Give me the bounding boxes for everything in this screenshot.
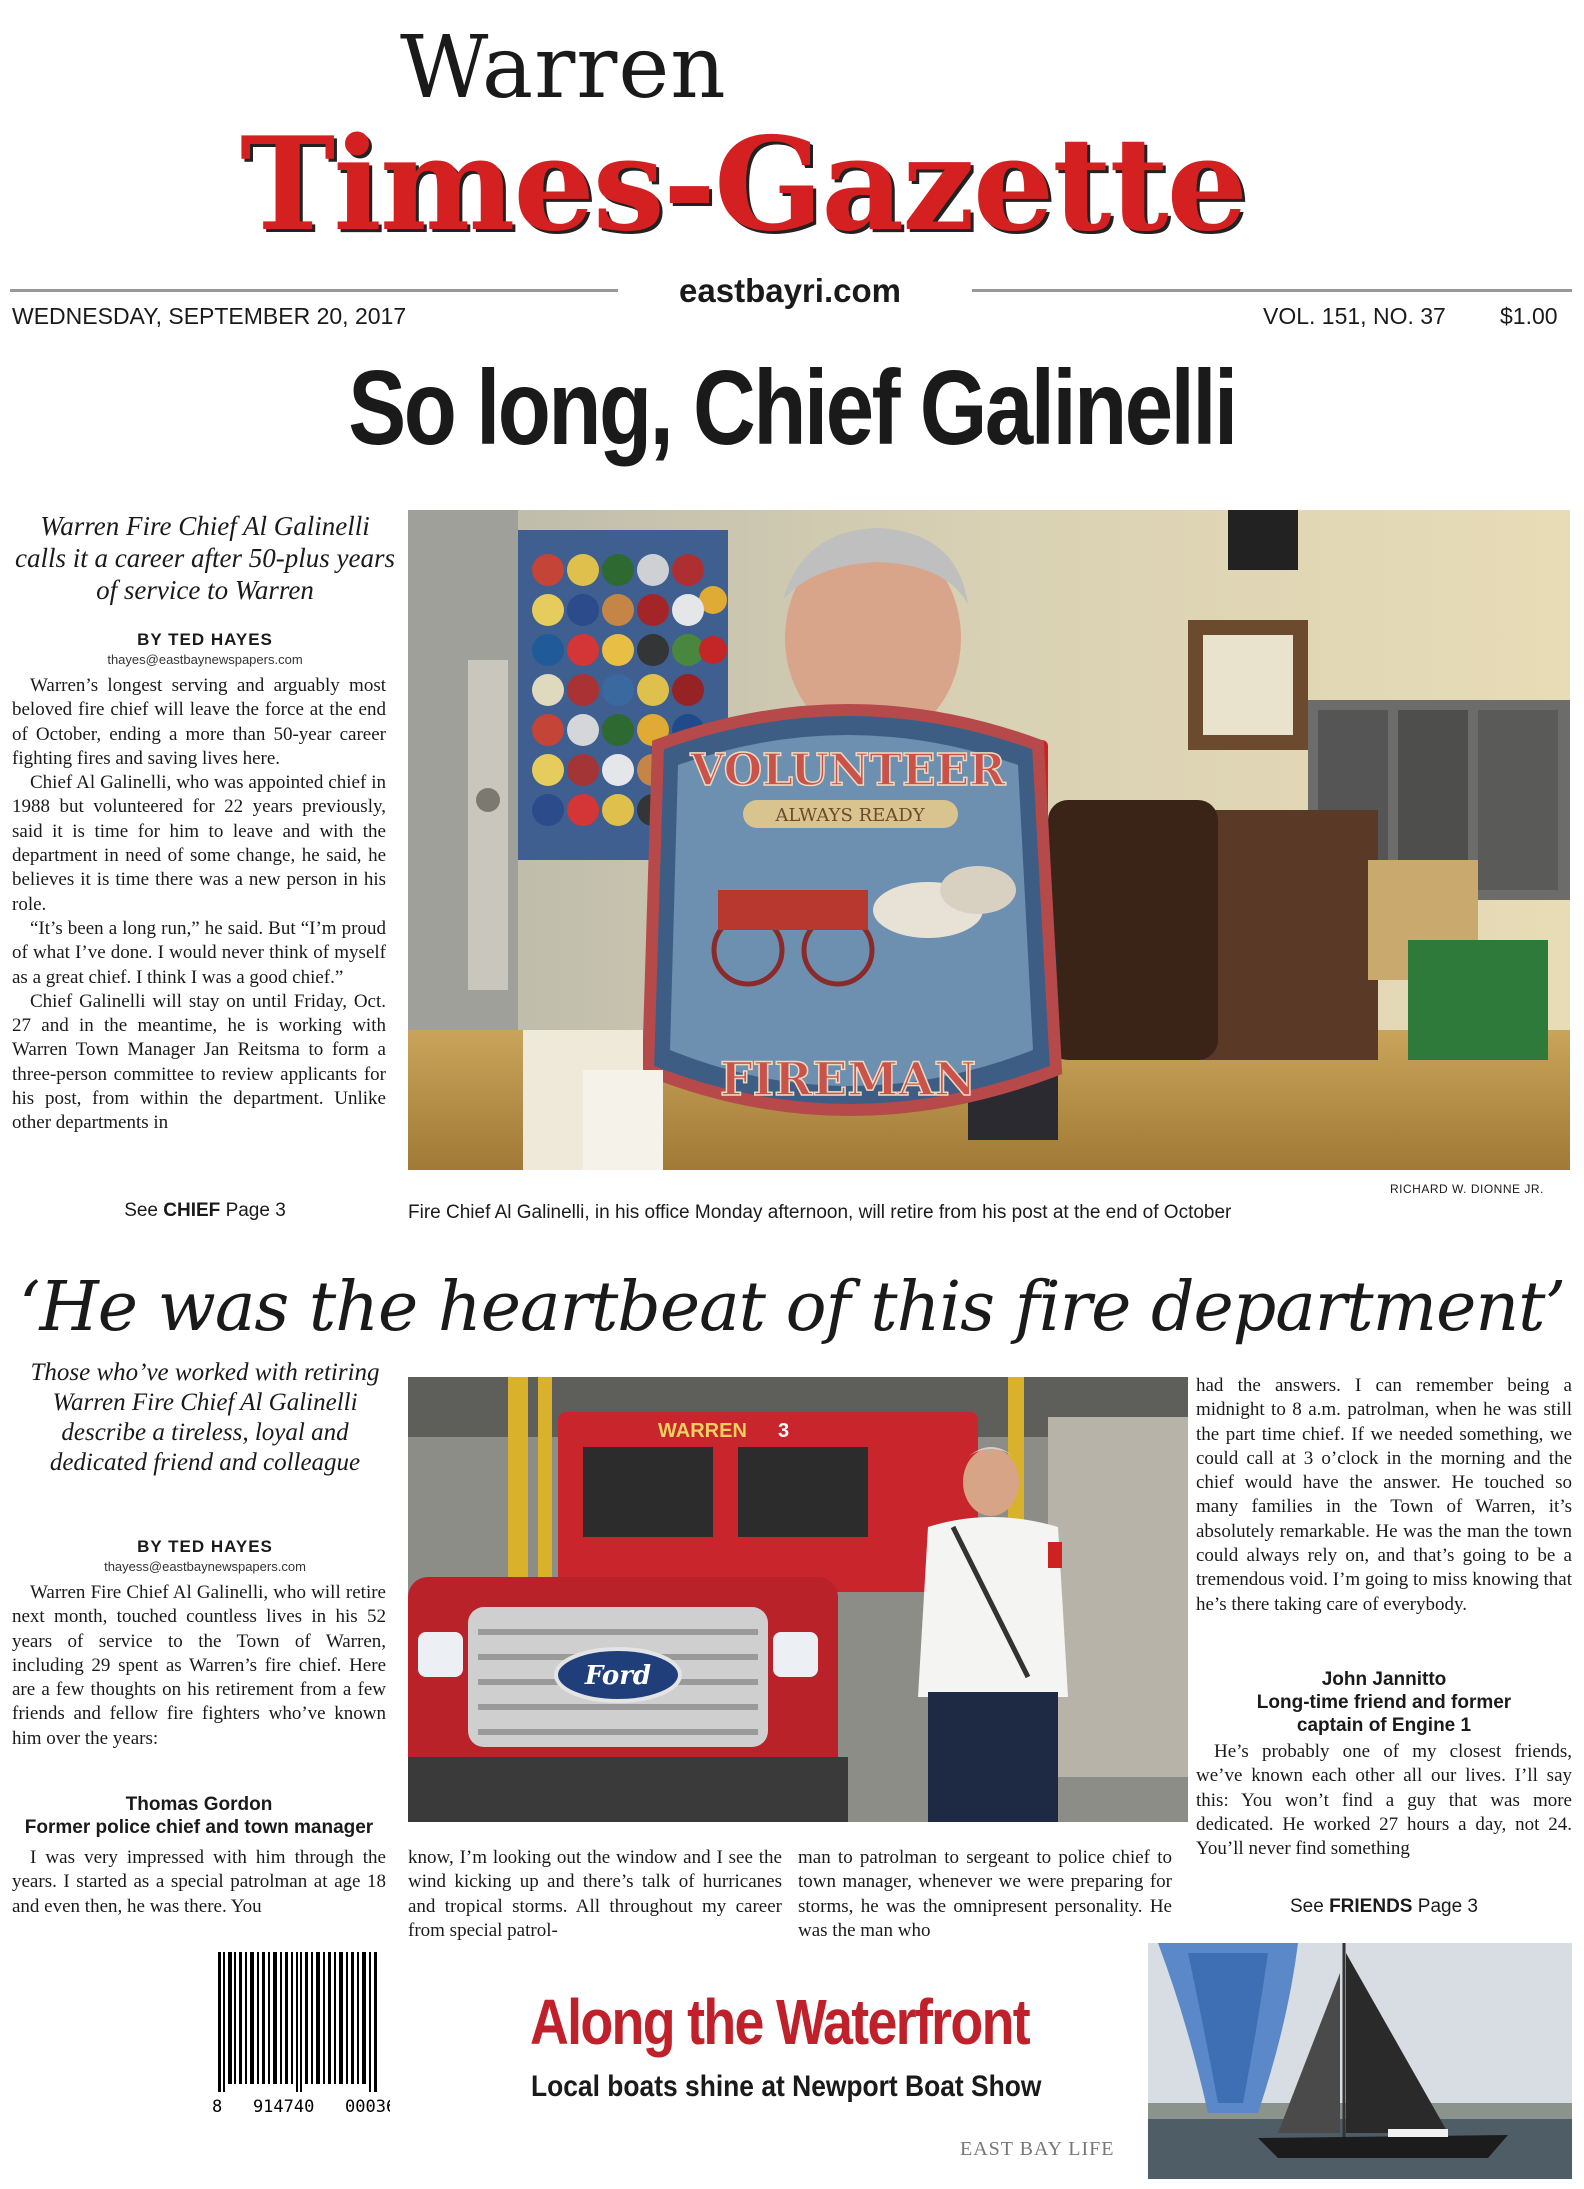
issue-volume: VOL. 151, NO. 37 bbox=[1263, 303, 1446, 329]
col4-paragraph: had the answers. I can remember being a midnight to 8 a.m. patrolman, when he was still the part time chief. If we needed something, we could call at 3 o’clock in the morning and the chief would have the answer. He touched so many families in the Town of Warren, it’s absolutely remarkable. He was the man the town could always rely on, and that’s going to be a tremendous void. I’m going to miss knowing that he’s there taking care of everybody. bbox=[1196, 1375, 1572, 1615]
story2-email: thayess@eastbaynewspapers.com bbox=[104, 1559, 306, 1574]
chief-firehouse-photo bbox=[408, 1377, 1188, 1822]
masthead-warren: Warren bbox=[400, 18, 727, 118]
story2-person2 bbox=[1196, 1668, 1572, 1737]
jump-see: See bbox=[124, 1200, 158, 1221]
story2-col2 bbox=[408, 1846, 782, 1943]
sign-mid-text: ALWAYS READY bbox=[775, 805, 925, 826]
jump-page: Page 3 bbox=[1417, 1896, 1478, 1917]
story1-body bbox=[12, 674, 386, 1136]
masthead-times-gazette: Times-Gazette bbox=[240, 110, 1246, 260]
story1-photo-credit: RICHARD W. DIONNE JR. bbox=[1390, 1182, 1544, 1196]
story1-paragraph: Warren’s longest serving and arguably most beloved fire chief will leave the force at the end of October, ending a more than 50-year career fighting fires and saving lives here. bbox=[12, 675, 386, 769]
truck-number: 3 bbox=[778, 1420, 790, 1442]
person2-name: John Jannitto bbox=[1321, 1669, 1447, 1690]
website-link[interactable]: eastbayri.com bbox=[679, 272, 901, 309]
story1-byline: BY TED HAYES bbox=[137, 630, 273, 649]
chief-office-illustration bbox=[408, 510, 1570, 1170]
col4b-paragraph: He’s probably one of my closest friends, we’ve known each other all our lives. I’ll say this: You won’t find a guy that was more dedicated. He worked 27 hours a day, not 24. You’ll never find something bbox=[1196, 1741, 1572, 1860]
story1-email: thayes@eastbaynewspapers.com bbox=[107, 652, 303, 667]
jump-see: See bbox=[1289, 1896, 1324, 1917]
story2-intro-paragraph: Warren Fire Chief Al Galinelli, who will retire next month, touched countless lives in his 52 years of service to the Town of Warren, including 29 spent as Warren’s fire chief. Here are a few thoughts on his retirement from a few friends and fellow fire fighters who’ve known him over the years: bbox=[12, 1582, 386, 1749]
story2-col3 bbox=[798, 1846, 1172, 1943]
sign-top-text: VOLUNTEER bbox=[690, 745, 1006, 796]
story1-headline: So long, Chief Galinelli bbox=[348, 349, 1236, 467]
barcode-number: 8 914740 000362 bbox=[212, 2097, 390, 2117]
sailboat-photo bbox=[1148, 1943, 1572, 2179]
story1-deck: Warren Fire Chief Al Galinelli calls it a career after 50-plus years of service to Warren bbox=[15, 511, 395, 605]
masthead-rule-right bbox=[972, 289, 1572, 292]
issue-price: $1.00 bbox=[1500, 303, 1558, 329]
firehouse-illustration bbox=[408, 1377, 1188, 1822]
person2-title-line1: Long-time friend and former bbox=[1256, 1692, 1512, 1713]
issue-date: WEDNESDAY, SEPTEMBER 20, 2017 bbox=[12, 303, 407, 329]
col3-paragraph: man to patrolman to sergeant to police chief to town manager, whenever we were preparing for storms, he was the omnipresent personality. He was the man who bbox=[798, 1847, 1172, 1941]
story1-paragraph: Chief Al Galinelli, who was appointed chief in 1988 but volunteered for 22 years previously, said it is time for him to leave and with the department in need of some change, he said, he believes it is time there was a new person in his role. bbox=[12, 772, 386, 915]
sign-bottom-text: FIREMAN bbox=[719, 1052, 977, 1106]
masthead-rule-left bbox=[10, 289, 618, 292]
story2-col1 bbox=[12, 1846, 386, 1919]
story1-caption: Fire Chief Al Galinelli, in his office Monday afternoon, will retire from his post at the end of October bbox=[408, 1202, 1232, 1223]
promo-section: EAST BAY LIFE bbox=[960, 2138, 1115, 2160]
jump-page: Page 3 bbox=[225, 1200, 286, 1221]
jump-word: CHIEF bbox=[163, 1200, 221, 1221]
col1-paragraph: I was very impressed with him through the years. I started as a special patrolman at age 18 and even then, he was there. You bbox=[12, 1847, 386, 1917]
sailboat-illustration bbox=[1148, 1943, 1572, 2179]
truck-label: WARREN bbox=[658, 1420, 747, 1442]
barcode-bars bbox=[210, 1952, 390, 2122]
story2-intro bbox=[12, 1581, 386, 1751]
story2-col4 bbox=[1196, 1374, 1572, 1617]
story2-headline: ‘He was the heartbeat of this fire department’ bbox=[18, 1268, 1566, 1347]
chief-office-photo bbox=[408, 510, 1570, 1170]
story1-paragraph: “It’s been a long run,” he said. But “I’m proud of what I’ve done. I would never think of myself as a great chief. I think I was a good chief.” bbox=[12, 917, 386, 988]
story1-jump[interactable] bbox=[12, 1200, 398, 1222]
col2-paragraph: know, I’m looking out the window and I see the wind kicking up and there’s talk of hurricanes and tropical storms. All throughout my career from special patrol- bbox=[408, 1847, 782, 1941]
promo-title[interactable]: Along the Waterfront bbox=[530, 1986, 1029, 2058]
story2-jump[interactable] bbox=[1196, 1896, 1572, 1918]
person1-title: Former police chief and town manager bbox=[24, 1817, 374, 1838]
story2-col4b bbox=[1196, 1740, 1572, 1861]
story1-paragraph: Chief Galinelli will stay on until Friday, Oct. 27 and in the meantime, he is working with Warren Town Manager Jan Reitsma to form a three-person committee to review applicants for his post, from within the department. Unlike other departments in bbox=[12, 990, 386, 1134]
promo-subtitle: Local boats shine at Newport Boat Show bbox=[531, 2070, 1042, 2103]
story2-byline: BY TED HAYES bbox=[137, 1537, 273, 1556]
barcode bbox=[210, 1952, 390, 2122]
story2-person1 bbox=[12, 1793, 386, 1839]
person2-title-line2: captain of Engine 1 bbox=[1296, 1715, 1472, 1736]
person1-name: Thomas Gordon bbox=[125, 1794, 273, 1815]
jump-word: FRIENDS bbox=[1329, 1896, 1413, 1917]
truck-brand: Ford bbox=[584, 1661, 652, 1691]
story2-deck: Those who’ve worked with retiring Warren Fire Chief Al Galinelli describe a tireless, loyal and dedicated friend and colleague bbox=[30, 1359, 380, 1476]
